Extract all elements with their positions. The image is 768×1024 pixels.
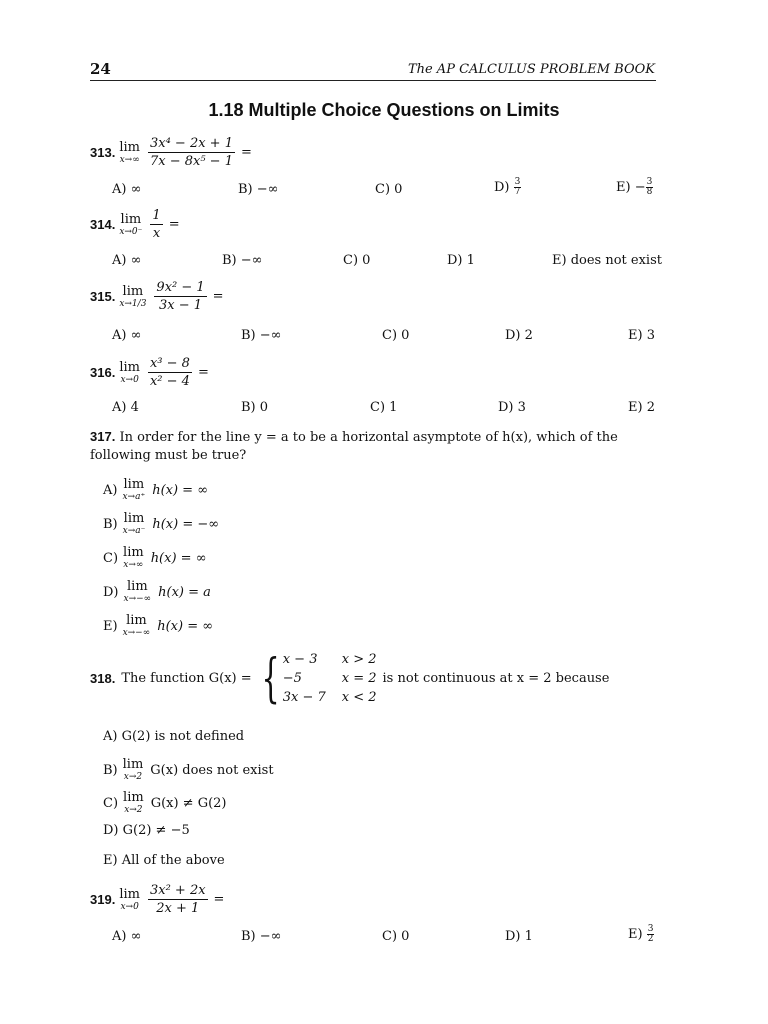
question-text: In order for the line y = a to be a horizontal asymptote of h(x), which of the following must be true?	[90, 430, 618, 463]
option-b: B) −∞	[238, 182, 279, 197]
question-number: 317.	[90, 429, 116, 444]
option-e: E) lim x→−∞ h(x) = ∞	[103, 613, 214, 638]
option-a: A) ∞	[112, 929, 142, 944]
limit-operator: lim x→0	[119, 886, 140, 912]
limit-operator: lim x→1/3	[119, 283, 147, 309]
option-a: A) ∞	[112, 253, 142, 268]
option-e: E) 2	[628, 400, 655, 415]
question-317	[90, 428, 656, 465]
limit-operator: lim x→∞	[119, 139, 140, 165]
limit-fraction: $\frac{\text{3x⁴ − 2x + 1}}{\text{7x − 8x⁵ − 1}}$	[149, 136, 233, 169]
equals-sign: =	[168, 217, 180, 232]
question-315	[90, 280, 224, 313]
option-b: B) −∞	[241, 328, 282, 343]
page-number: 24	[90, 60, 111, 78]
question-outro: is not continuous at x = 2 because	[382, 671, 610, 686]
option-e: E) All of the above	[103, 853, 225, 868]
question-314	[90, 208, 180, 241]
option-d: D) lim x→−∞ h(x) = a	[103, 579, 211, 604]
option-c: C) 0	[343, 253, 371, 268]
option-c: C) 0	[375, 182, 403, 197]
option-a: A) G(2) is not defined	[103, 729, 245, 744]
limit-fraction: $\frac{\text{3x² + 2x}}{2x + 1}$	[149, 883, 206, 916]
question-number: 318.	[90, 671, 116, 686]
equals-sign: =	[240, 145, 252, 160]
piecewise-function: { x − 3 x > 2 −5 x = 2 3x − 7 x < 2	[261, 648, 377, 709]
option-b: B) lim x→2 G(x) does not exist	[103, 757, 274, 782]
section-title: 1.18 Multiple Choice Questions on Limits	[208, 100, 560, 120]
option-d: D) 3	[498, 400, 526, 415]
question-intro: The function G(x) =	[121, 671, 252, 686]
limit-operator: lim x→0	[119, 359, 140, 385]
option-c: C) lim x→2 G(x) ≠ G(2)	[103, 790, 227, 815]
option-e: E) does not exist	[552, 253, 662, 268]
option-e: E) − $\frac{3}{8}$	[616, 177, 653, 197]
question-number: 315.	[90, 289, 116, 304]
question-319	[90, 883, 224, 916]
option-b: B) 0	[241, 400, 269, 415]
limit-fraction: $\frac{\text{x³ − 8}}{\text{x² − 4}}$	[149, 356, 190, 389]
option-d: D) $\frac{3}{7}$	[494, 177, 521, 197]
question-number: 314.	[90, 217, 116, 232]
limit-fraction: $\frac{\text{9x² − 1}}{3x - 1}$	[156, 280, 205, 313]
limit-fraction: $\frac{1}{x}$	[152, 208, 161, 241]
option-c: C) 0	[382, 929, 410, 944]
equals-sign: =	[213, 892, 225, 907]
option-d: D) 1	[447, 253, 475, 268]
option-a: A) 4	[112, 400, 139, 415]
option-d: D) 2	[505, 328, 533, 343]
equals-sign: =	[197, 365, 209, 380]
equals-sign: =	[212, 289, 224, 304]
option-c: C) 0	[382, 328, 410, 343]
option-a: A) ∞	[112, 328, 142, 343]
option-a: A) lim x→a⁺ h(x) = ∞	[103, 477, 209, 502]
option-b: B) −∞	[222, 253, 263, 268]
question-318	[90, 648, 610, 709]
option-d: D) G(2) ≠ −5	[103, 823, 190, 838]
limit-operator: lim x→0⁻	[119, 211, 143, 237]
book-title: The AP CALCULUS PROBLEM BOOK	[407, 62, 655, 77]
option-e: E) 3	[628, 328, 655, 343]
option-b: B) lim x→a⁻ h(x) = −∞	[103, 511, 220, 536]
header-rule	[90, 80, 656, 81]
option-a: A) ∞	[112, 182, 142, 197]
question-313	[90, 136, 252, 169]
question-number: 319.	[90, 892, 116, 907]
option-e: E) $\frac{3}{2}$	[628, 924, 654, 944]
option-c: C) lim x→∞ h(x) = ∞	[103, 545, 207, 570]
question-316	[90, 356, 209, 389]
option-d: D) 1	[505, 929, 533, 944]
question-number: 316.	[90, 365, 116, 380]
question-number: 313.	[90, 145, 116, 160]
option-c: C) 1	[370, 400, 398, 415]
option-b: B) −∞	[241, 929, 282, 944]
